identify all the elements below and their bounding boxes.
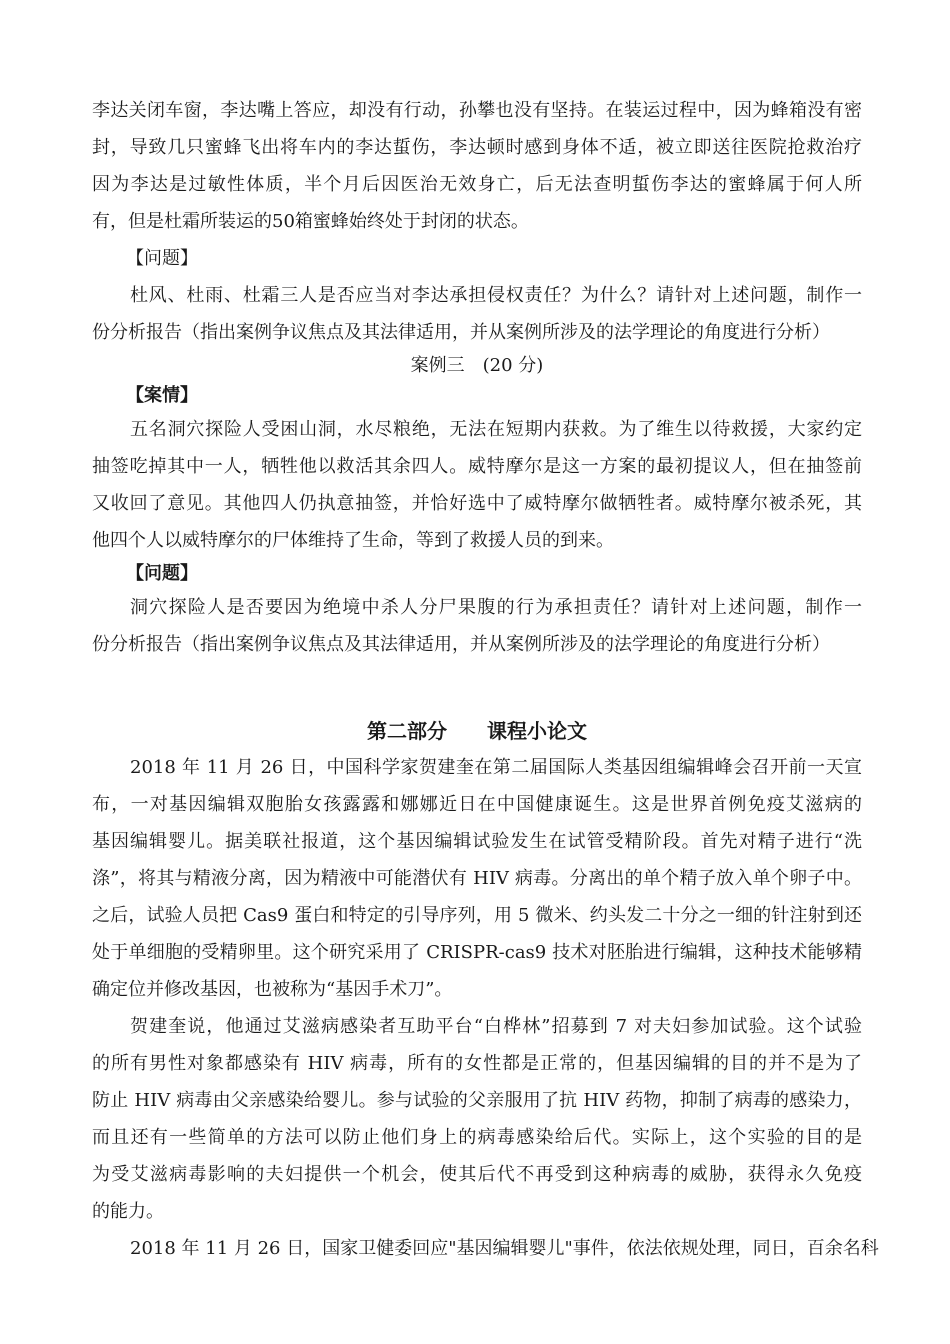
part2-p1-line-5: 之后，试验人员把 Cas9 蛋白和特定的引导序列，用 5 微米、约头发二十分之一细的针注射到还 (92, 905, 862, 926)
part2-paragraph-1 (92, 749, 862, 1008)
part2-p2-line-6: 的能力。 (92, 1201, 164, 1222)
case2-line-1: 李达关闭车窗，李达嘴上答应，却没有行动，孙攀也没有坚持。在装运过程中，因为蜂箱没有密 (92, 100, 862, 121)
case2-question-heading: 【问题】 (126, 248, 198, 269)
case3-question-heading: 【问题】 (126, 563, 198, 584)
case3-facts-heading: 【案情】 (126, 385, 198, 406)
case3-facts (92, 411, 862, 559)
part2-p3-line-1: 2018 年 11 月 26 日，国家卫健委回应"基因编辑婴儿"事件，依法依规处理，同日，百余名科 (130, 1238, 879, 1259)
part2-p1-line-3: 基因编辑婴儿。据美联社报道，这个基因编辑试验发生在试管受精阶段。首先对精子进行“洗 (92, 831, 862, 852)
case2-question-line-1: 杜风、杜雨、杜霜三人是否应当对李达承担侵权责任？为什么？请针对上述问题，制作一 (130, 285, 862, 306)
part2-p2-line-3: 防止 HIV 病毒由父亲感染给婴儿。参与试验的父亲服用了抗 HIV 药物，抑制了病毒的感染力， (92, 1090, 862, 1111)
case2-question-line-2: 份分析报告（指出案例争议焦点及其法律适用，并从案例所涉及的法学理论的角度进行分析） (92, 322, 830, 343)
case3-question (92, 589, 862, 663)
case3-title: 案例三 (20 分) (410, 355, 544, 376)
case3-facts-line-1: 五名洞穴探险人受困山洞，水尽粮绝，无法在短期内获救。为了维生以待救援，大家约定 (130, 419, 862, 440)
part2-paragraph-2 (92, 1008, 862, 1230)
case3-facts-line-2: 抽签吃掉其中一人，牺牲他以救活其余四人。威特摩尔是这一方案的最初提议人，但在抽签前 (92, 456, 862, 477)
case3-facts-line-4: 他四个人以威特摩尔的尸体维持了生命，等到了救援人员的到来。 (92, 530, 614, 551)
part2-p1-line-2: 布，一对基因编辑双胞胎女孩露露和娜娜近日在中国健康诞生。这是世界首例免疫艾滋病的 (92, 794, 862, 815)
case2-line-3: 因为李达是过敏性体质，半个月后因医治无效身亡，后无法查明蜇伤李达的蜜蜂属于何人所 (92, 174, 862, 195)
part2-p2-line-1: 贺建奎说，他通过艾滋病感染者互助平台“白桦林”招募到 7 对夫妇参加试验。这个试验 (130, 1016, 862, 1037)
case3-question-line-2: 份分析报告（指出案例争议焦点及其法律适用，并从案例所涉及的法学理论的角度进行分析） (92, 634, 830, 655)
part2-paragraph-3 (92, 1230, 879, 1267)
part2-p2-line-4: 而且还有一些简单的方法可以防止他们身上的病毒感染给后代。实际上，这个实验的目的是 (92, 1127, 862, 1148)
part2-title: 第二部分 课程小论文 (367, 719, 587, 743)
document-page (92, 92, 879, 1267)
case3-facts-line-3: 又收回了意见。其他四人仍执意抽签，并恰好选中了威特摩尔做牺牲者。威特摩尔被杀死，其 (92, 493, 862, 514)
case2-line-4: 有，但是杜霜所装运的50箱蜜蜂始终处于封闭的状态。 (92, 211, 529, 232)
case2-line-2: 封，导致几只蜜蜂飞出将车内的李达蜇伤，李达顿时感到身体不适，被立即送往医院抢救治疗 (92, 137, 862, 158)
case3-question-line-1: 洞穴探险人是否要因为绝境中杀人分尸果腹的行为承担责任？请针对上述问题，制作一 (130, 597, 862, 618)
case2-paragraph (92, 92, 862, 240)
part2-p1-line-1: 2018 年 11 月 26 日，中国科学家贺建奎在第二届国际人类基因组编辑峰会召开前一天宣 (130, 757, 862, 778)
part2-p1-line-4: 涤”，将其与精液分离，因为精液中可能潜伏有 HIV 病毒。分离出的单个精子放入单个卵子中。 (92, 868, 862, 889)
part2-p2-line-2: 的所有男性对象都感染有 HIV 病毒，所有的女性都是正常的，但基因编辑的目的并不是为了 (92, 1053, 862, 1074)
part2-p2-line-5: 为受艾滋病毒影响的夫妇提供一个机会，使其后代不再受到这种病毒的威胁，获得永久免疫 (92, 1164, 862, 1185)
case2-question (92, 277, 862, 351)
part2-p1-line-6: 处于单细胞的受精卵里。这个研究采用了 CRISPR-cas9 技术对胚胎进行编辑，这种技术能够精 (92, 942, 862, 963)
part2-p1-line-7: 确定位并修改基因，也被称为“基因手术刀”。 (92, 979, 453, 1000)
